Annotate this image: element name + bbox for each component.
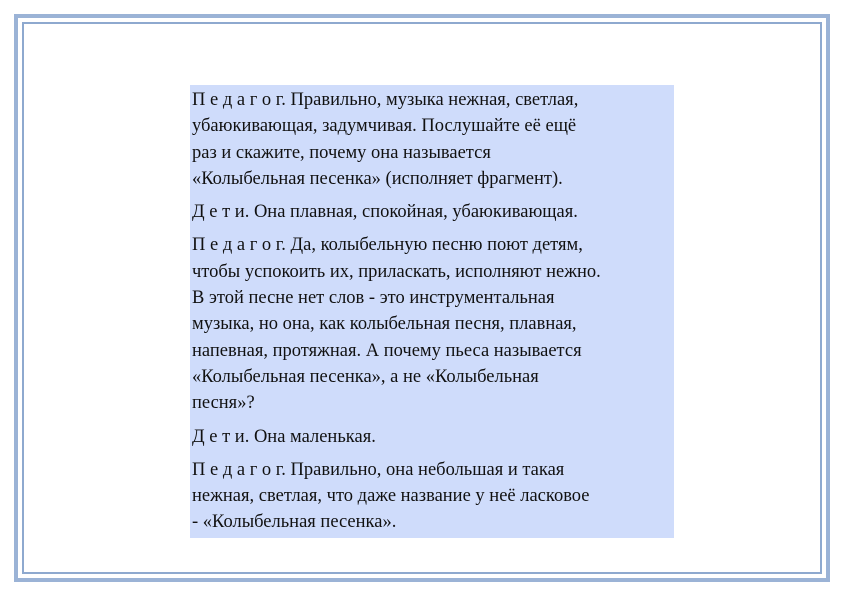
paragraph-teacher-1: П е д а г о г. Правильно, музыка нежная, светлая, убаюкивающая, задумчивая. Послушайте её ещё раз и скажите, почему она называется «Колыбельная песенка» (исполняет фрагмент). bbox=[192, 90, 579, 189]
dialogue-text-box bbox=[190, 85, 674, 538]
paragraph-teacher-3: П е д а г о г. Правильно, она небольшая и такая нежная, светлая, что даже название у неё ласковое - «Колыбельная песенка». bbox=[192, 459, 590, 533]
paragraph-teacher-2: П е д а г о г. Да, колыбельную песню поют детям, чтобы успокоить их, приласкать, исполняют нежно. В этой песне нет слов - это инструментальная музыка, но она, как колыбельная песня, плавная, напевная, протяжная. А почему пьеса называется «Колыбельная песенка», а не «Колыбельная песня»? bbox=[192, 235, 601, 414]
paragraph-children-2: Д е т и. Она маленькая. bbox=[192, 426, 376, 447]
paragraph-children-1: Д е т и. Она плавная, спокойная, убаюкивающая. bbox=[192, 202, 578, 223]
